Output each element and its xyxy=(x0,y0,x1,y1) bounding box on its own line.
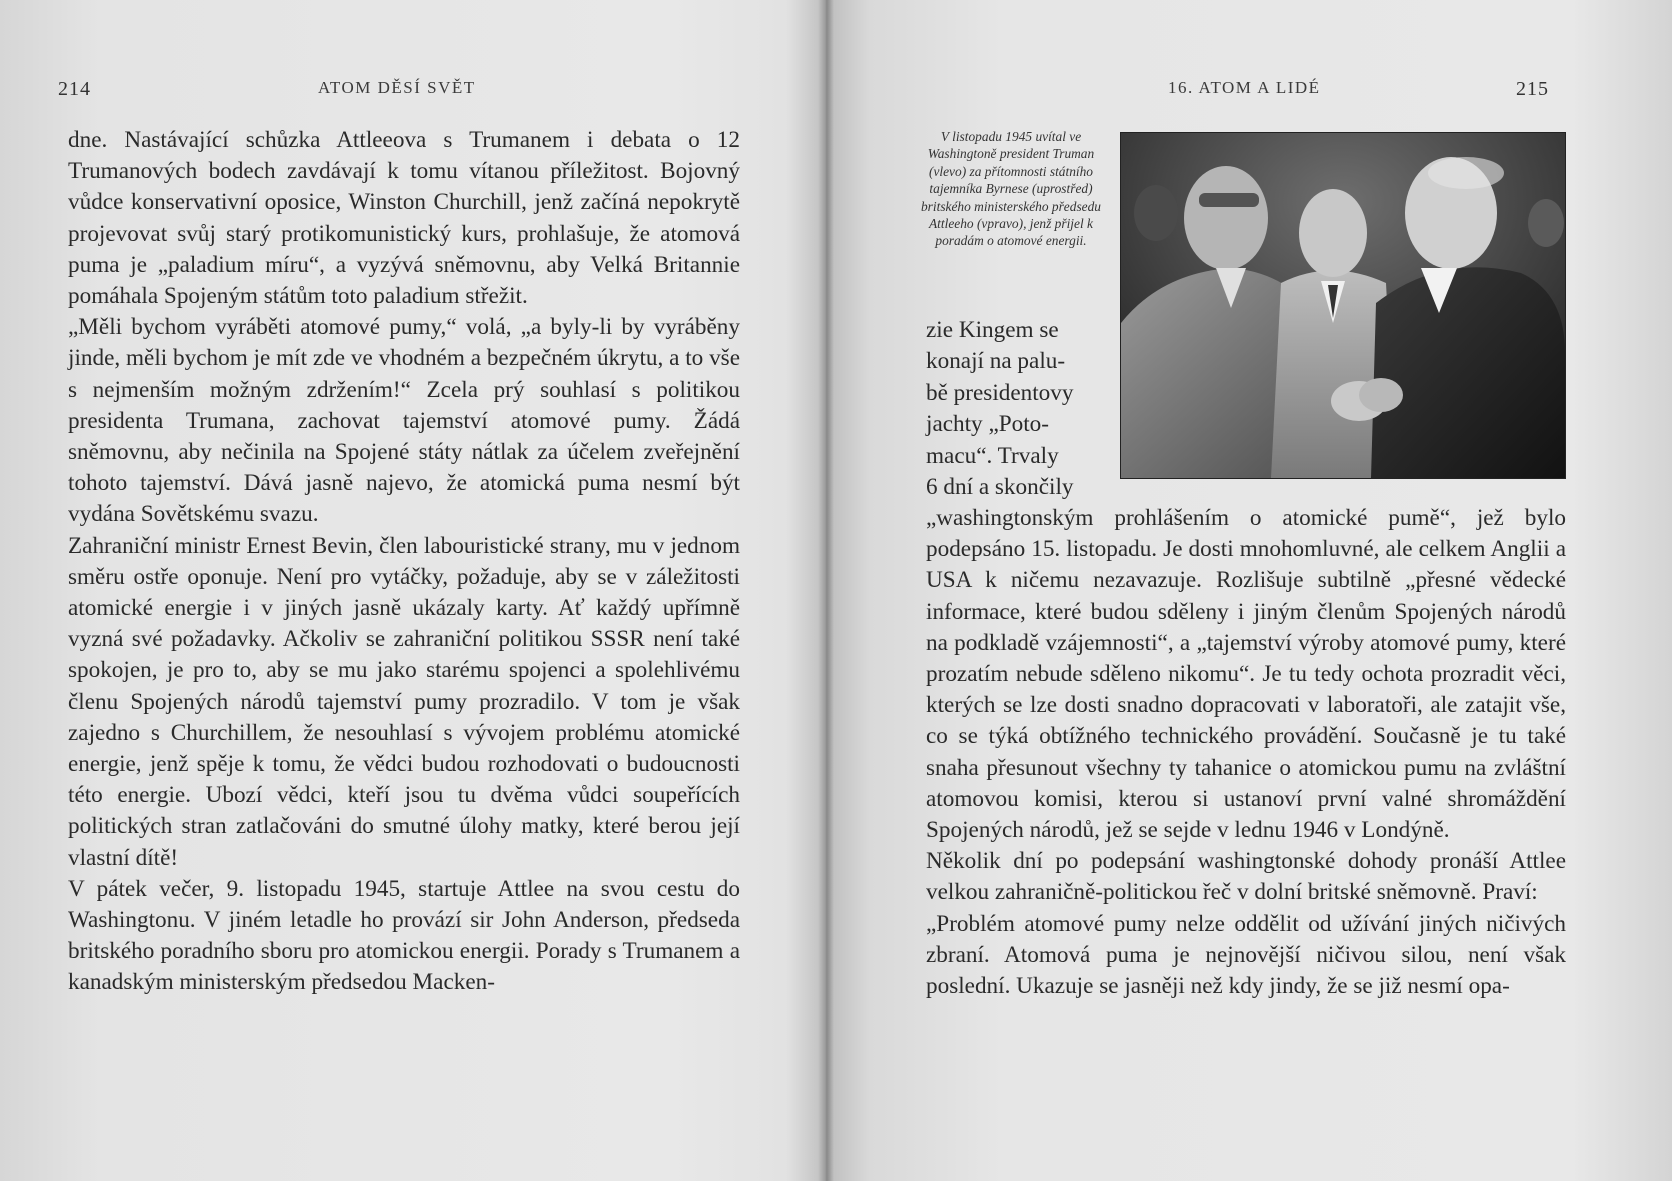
right-page xyxy=(834,0,1672,1181)
photo-illustration xyxy=(1121,133,1565,478)
text-line: macu“. Trvaly xyxy=(926,442,1059,469)
text-line: konají na palu- xyxy=(926,348,1066,375)
paragraph: „washingtonským prohlášením o atomické pumě“, jež bylo podepsáno 15. listopadu. Je dosti mnohomluvné, ale celkem Anglii a USA k ničemu nezavazuje. Rozlišuje subtilně „přesné vědecké informace, které budou sděleny i jiným členům Spojených národů na podkladě vzájemnosti“, a „tajemství výroby atomové pumy, které prozatím nebude sděleno nikomu“. Je tu tedy ochota prozradit věci, kterých se lze dosti snadno dopracovati v laboratoři, ale zatajit vše, co se týká obtížného technického provádění. Současně je tu také snaha přesunout všechny ty tahanice o atomickou pumu na zvláštní atomovou komisi, kterou si ustanoví první valné shromáždění Spojených národů, jež se sejde v lednu 1946 v Londýně. xyxy=(926,505,1566,844)
text-line: jachty „Poto- xyxy=(926,411,1049,438)
text-line: bě presidentovy xyxy=(926,379,1074,406)
left-page-body xyxy=(68,125,740,999)
photo-handshake xyxy=(1120,132,1566,479)
running-head-left: ATOM DĚSÍ SVĚT xyxy=(318,78,476,97)
text-line: 6 dní a skončily xyxy=(926,474,1074,501)
paragraph: Několik dní po podepsání washingtonské dohody pronáší Attlee velkou zahraničně-politickou řeč v dolní britské sněmovně. Praví: xyxy=(926,848,1566,906)
text-line: zie Kingem se xyxy=(926,317,1059,343)
paragraph: „Problém atomové pumy nelze oddělit od užívání jiných ničivých zbraní. Atomová puma je nejnovější ničivou silou, není však poslední. Ukazuje se jasněji než kdy jindy, že se již nesmí opa- xyxy=(926,910,1566,1000)
right-page-body xyxy=(926,503,1566,1002)
paragraph: „Měli bychom vyráběti atomové pumy,“ volá, „a byly-li by vyráběny jinde, měli bychom je mít zde ve vhodném a bezpečném úkrytu, a to vše s nejmenším možným zdržením!“ Zcela prý souhlasí s politikou presidenta Trumana, zachovat tajemství atomové pumy. Žádá sněmovnu, aby nečinila na Spojené státy nátlak za účelem zveřejnění tohoto tajemství. Dává jasně najevo, že atomická puma nesmí být vydána Sovětskému svazu. xyxy=(68,314,740,528)
left-page xyxy=(0,0,818,1181)
page-number-left: 214 xyxy=(58,78,91,100)
photo-caption: V listopadu 1945 uvítal ve Washingtoně president Truman (vlevo) za přítomnosti státního tajemníka Byrnese (uprostřed) britského ministerského předsedu Attleeho (vpravo), jenž přijel k poradám o atomové energii. xyxy=(920,129,1101,249)
paragraph: dne. Nastávající schůzka Attleeova s Trumanem i debata o 12 Trumanových bodech zavdávají k tomu vítanou příležitost. Bojovný vůdce konservativní oposice, Winston Churchill, jenž začíná nepokrytě projevovat svůj starý protikomunistický kurs, prohlašuje, že atomová puma je „paladium míru“, a vyzývá sněmovnu, aby Velká Britannie pomáhala Spojeným státům toto paladium střežit. xyxy=(68,127,740,310)
book-gutter xyxy=(818,0,834,1181)
paragraph: V pátek večer, 9. listopadu 1945, startuje Attlee na svou cestu do Washingtonu. V jiném letadle ho provází sir John Anderson, předseda britského poradního sboru pro atomickou energii. Porady s Trumanem a kanadským ministerským předsedou Macken- xyxy=(68,875,740,996)
running-head-right: 16. ATOM A LIDÉ xyxy=(1168,78,1321,97)
paragraph: Zahraniční ministr Ernest Bevin, člen labouristické strany, mu v jednom směru ostře oponuje. Není pro vytáčky, požaduje, aby se v záležitosti atomické energie i v jiných jasně ukázaly karty. Ať každý upřímně vyzná své požadavky. Ačkoliv se zahraniční politikou SSSR není také spokojen, je pro to, aby se mu jako starému spojenci a spolehlivému členu Spojených národů tajemství pumy prozradilo. V tom je však zajedno s Churchillem, že nesouhlasí s vývojem problému atomické energie, jenž spěje k tomu, že vědci budou rozhodovati o budoucnosti této energie. Ubozí vědci, kteří jsou tu dvěma vůdci soupeřících politických stran zatlačováni do smutné úlohy matky, které berou její vlastní dítě! xyxy=(68,532,740,871)
page-number-right: 215 xyxy=(1516,78,1549,100)
wrapped-text-beside-photo xyxy=(926,315,1106,503)
